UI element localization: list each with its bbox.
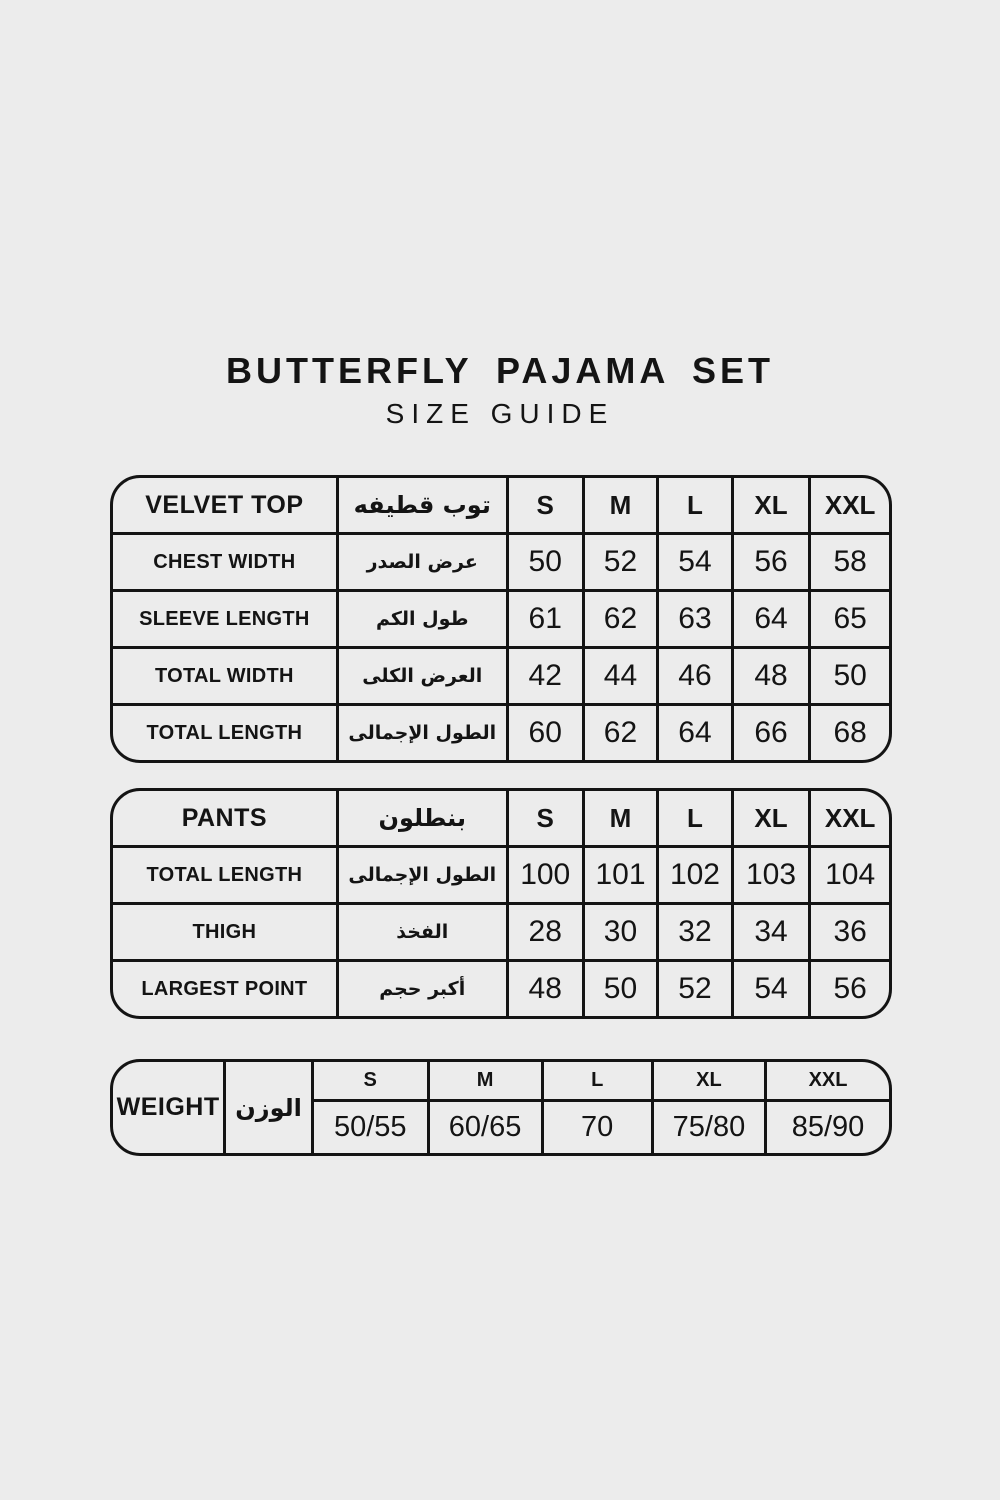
measure-value: 103: [732, 847, 810, 904]
measure-value: 56: [833, 972, 867, 1005]
table-row: [113, 534, 889, 591]
velvet_top-title: VELVET TOP: [113, 478, 337, 534]
page-title: BUTTERFLY PAJAMA SET: [225, 350, 775, 391]
size-col-xxl: XXL: [810, 791, 889, 847]
title-block: [0, 350, 1000, 430]
measure-value: 65: [810, 591, 889, 648]
size-col-xl: XL: [732, 478, 810, 534]
table-row: [113, 705, 889, 761]
measure-label: TOTAL LENGTH: [113, 847, 337, 904]
size-col-xxl: XXL: [766, 1062, 889, 1101]
size-col-s: S: [312, 1062, 428, 1101]
size-col-s: S: [507, 791, 583, 847]
table-row: [113, 591, 889, 648]
measure-label: TOTAL WIDTH: [113, 648, 337, 705]
size-col-m: M: [583, 791, 657, 847]
measure-value: 36: [810, 904, 889, 961]
table-row: [113, 648, 889, 705]
measure-value: 102: [658, 847, 732, 904]
measure-value: 58: [810, 534, 889, 591]
measure-value: 104: [810, 847, 889, 904]
size-col-xxl: XXL: [810, 478, 889, 534]
measure-label-arabic: أكبر حجم: [337, 961, 507, 1017]
measure-value: 46: [658, 648, 732, 705]
weight-title: WEIGHT: [113, 1062, 225, 1153]
weight-value: 85/90: [791, 1111, 865, 1143]
measure-label: SLEEVE LENGTH: [113, 591, 337, 648]
measure-value: 64: [658, 705, 732, 761]
page-subtitle: SIZE GUIDE: [385, 398, 615, 429]
size-col-l: L: [658, 791, 732, 847]
measure-value: 101: [583, 847, 657, 904]
measure-value: 56: [732, 534, 810, 591]
tables-container: [110, 475, 892, 1156]
measure-label-arabic: الطول الإجمالى: [337, 847, 507, 904]
size-col-l: L: [658, 478, 732, 534]
measure-value: 63: [658, 591, 732, 648]
measure-value: 28: [507, 904, 583, 961]
measure-label-arabic: طول الكم: [337, 591, 507, 648]
measure-value: 42: [507, 648, 583, 705]
measure-value: 50: [583, 961, 657, 1017]
table-row: [113, 847, 889, 904]
measure-label: LARGEST POINT: [113, 961, 337, 1017]
measure-value: 64: [732, 591, 810, 648]
table-row: [113, 478, 889, 534]
pants-title: PANTS: [113, 791, 337, 847]
measure-value: 48: [507, 961, 583, 1017]
table-row: [113, 1062, 889, 1101]
measure-value: 54: [732, 961, 810, 1017]
weight-value: 60/65: [428, 1101, 542, 1154]
measure-value: 100: [507, 847, 583, 904]
velvet-top-table: [110, 475, 892, 763]
size-col-s: S: [507, 478, 583, 534]
table-row: [113, 904, 889, 961]
measure-value: 48: [732, 648, 810, 705]
measure-label-arabic: العرض الكلى: [337, 648, 507, 705]
measure-value: 62: [583, 705, 657, 761]
weight-table: [110, 1059, 892, 1156]
measure-value: 32: [658, 904, 732, 961]
measure-value: 54: [658, 534, 732, 591]
measure-value: 61: [507, 591, 583, 648]
size-col-xl: XL: [652, 1062, 765, 1101]
weight-value: 75/80: [652, 1101, 765, 1154]
measure-value: 62: [583, 591, 657, 648]
table-row: [113, 791, 889, 847]
measure-value: 50: [810, 648, 889, 705]
measure-label: THIGH: [113, 904, 337, 961]
measure-label-arabic: عرض الصدر: [337, 534, 507, 591]
measure-value: 50: [507, 534, 583, 591]
measure-value: 66: [732, 705, 810, 761]
size-col-m: M: [428, 1062, 542, 1101]
pants-table: [110, 788, 892, 1019]
pants-title-arabic: بنطلون: [337, 791, 507, 847]
measure-label-arabic: الطول الإجمالى: [337, 705, 507, 761]
measure-value: 44: [583, 648, 657, 705]
measure-label: CHEST WIDTH: [113, 534, 337, 591]
table-row: [113, 961, 889, 1017]
size-col-xl: XL: [732, 791, 810, 847]
measure-value: 52: [583, 534, 657, 591]
size-col-m: M: [583, 478, 657, 534]
measure-label: TOTAL LENGTH: [113, 705, 337, 761]
measure-value: 52: [658, 961, 732, 1017]
velvet_top-title-arabic: توب قطيفه: [337, 478, 507, 534]
weight-value: 50/55: [312, 1101, 428, 1154]
measure-value: 60: [507, 705, 583, 761]
measure-value: 68: [833, 716, 867, 749]
measure-value: 30: [583, 904, 657, 961]
weight-value: 70: [542, 1101, 652, 1154]
measure-label-arabic: الفخذ: [337, 904, 507, 961]
size-col-l: L: [542, 1062, 652, 1101]
measure-value: 34: [732, 904, 810, 961]
weight-title-arabic: الوزن: [225, 1062, 313, 1153]
